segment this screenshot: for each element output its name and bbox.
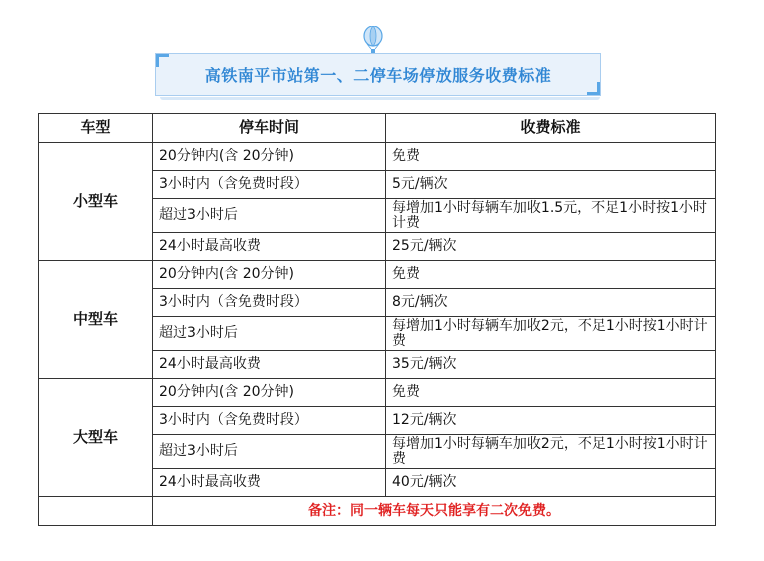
header-vehicle-type: 车型 xyxy=(39,114,153,143)
table-row xyxy=(39,379,716,407)
hot-air-balloon-icon xyxy=(362,26,384,54)
title-banner xyxy=(155,53,601,96)
header-row xyxy=(39,114,716,143)
parking-time-cell: 3小时内（含免费时段） xyxy=(153,289,386,317)
parking-time-cell: 24小时最高收费 xyxy=(153,469,386,497)
fee-cell: 8元/辆次 xyxy=(386,289,716,317)
fee-cell: 免费 xyxy=(386,379,716,407)
note-empty-cell xyxy=(39,497,153,526)
parking-time-cell: 3小时内（含免费时段） xyxy=(153,407,386,435)
note-text: 备注：同一辆车每天只能享有二次免费。 xyxy=(153,497,716,526)
fee-cell: 40元/辆次 xyxy=(386,469,716,497)
parking-time-cell: 24小时最高收费 xyxy=(153,233,386,261)
vehicle-type-cell: 大型车 xyxy=(39,379,153,497)
table-body xyxy=(39,143,716,526)
parking-time-cell: 20分钟内(含 20分钟) xyxy=(153,379,386,407)
fee-cell: 35元/辆次 xyxy=(386,351,716,379)
parking-time-cell: 20分钟内(含 20分钟) xyxy=(153,143,386,171)
vehicle-type-cell: 中型车 xyxy=(39,261,153,379)
fee-cell: 每增加1小时每辆车加收2元，不足1小时按1小时计费 xyxy=(386,435,716,469)
parking-time-cell: 3小时内（含免费时段） xyxy=(153,171,386,199)
header-fee-standard: 收费标准 xyxy=(386,114,716,143)
fee-cell: 5元/辆次 xyxy=(386,171,716,199)
title-shadow xyxy=(160,97,600,100)
fee-cell: 25元/辆次 xyxy=(386,233,716,261)
vehicle-type-cell: 小型车 xyxy=(39,143,153,261)
fee-cell: 12元/辆次 xyxy=(386,407,716,435)
fee-cell: 每增加1小时每辆车加收1.5元，不足1小时按1小时计费 xyxy=(386,199,716,233)
page-title: 高铁南平市站第一、二停车场停放服务收费标准 xyxy=(204,66,552,85)
fee-table xyxy=(38,113,716,526)
fee-cell: 免费 xyxy=(386,143,716,171)
fee-cell: 免费 xyxy=(386,261,716,289)
table-row xyxy=(39,143,716,171)
table-row xyxy=(39,261,716,289)
fee-cell: 每增加1小时每辆车加收2元，不足1小时按1小时计费 xyxy=(386,317,716,351)
parking-time-cell: 超过3小时后 xyxy=(153,435,386,469)
parking-time-cell: 超过3小时后 xyxy=(153,199,386,233)
parking-time-cell: 24小时最高收费 xyxy=(153,351,386,379)
header-parking-time: 停车时间 xyxy=(153,114,386,143)
parking-time-cell: 20分钟内(含 20分钟) xyxy=(153,261,386,289)
parking-time-cell: 超过3小时后 xyxy=(153,317,386,351)
note-row xyxy=(39,497,716,526)
